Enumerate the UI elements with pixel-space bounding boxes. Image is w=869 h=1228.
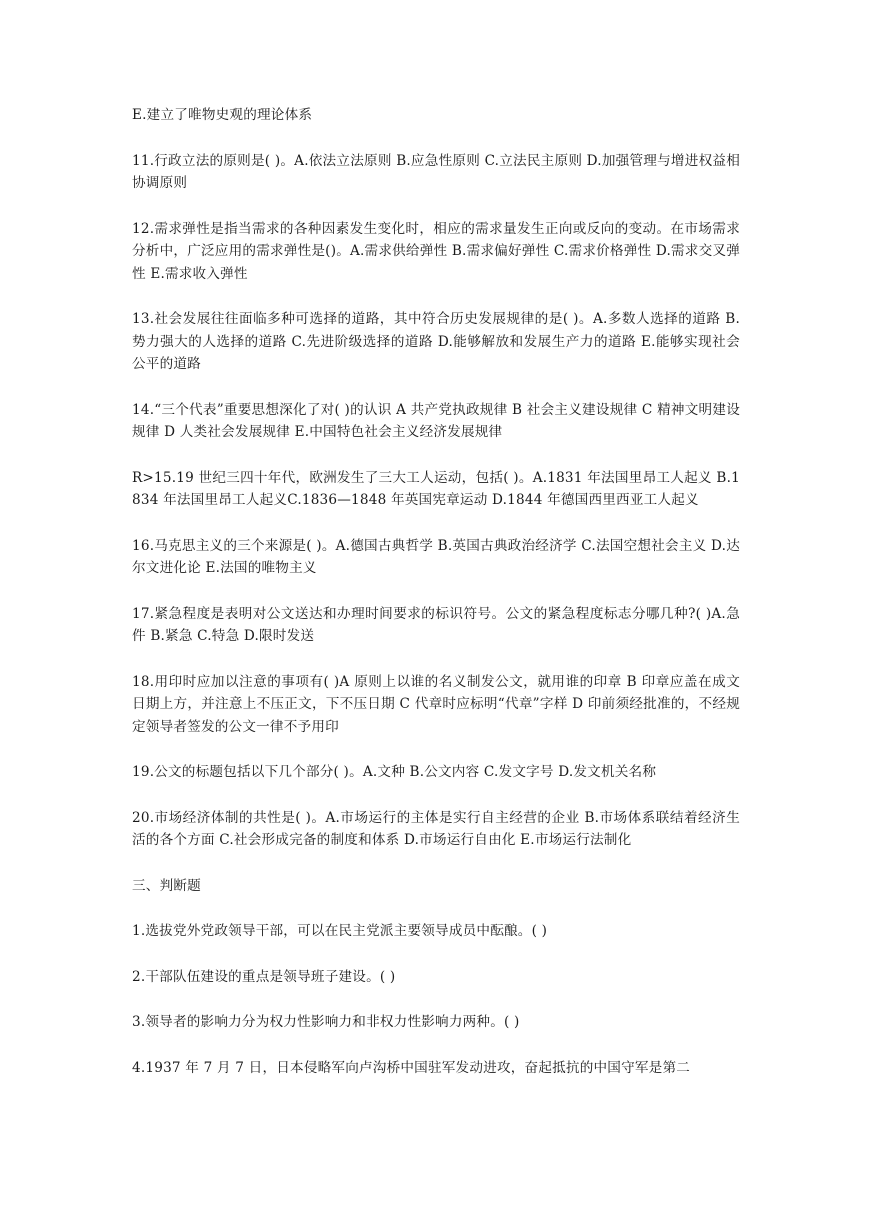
paragraph-question-17: 17.紧急程度是表明对公文送达和办理时间要求的标识符号。公文的紧急程度标志分哪几种?( )A.急件 B.紧急 C.特急 D.限时发送 xyxy=(132,605,740,644)
paragraph-judgement-1: 1.选拔党外党政领导干部，可以在民主党派主要领导成员中酝酿。( ) xyxy=(132,923,548,939)
paragraph-judgement-3: 3.领导者的影响力分为权力性影响力和非权力性影响力两种。( ) xyxy=(132,1014,520,1030)
paragraph-question-19: 19.公文的标题包括以下几个部分( )。A.文种 B.公文内容 C.发文字号 D.发文机关名称 xyxy=(132,764,657,780)
paragraph-judgement-2: 2.干部队伍建设的重点是领导班子建设。( ) xyxy=(132,968,396,985)
paragraph-question-12: 12.需求弹性是指当需求的各种因素发生变化时，相应的需求量发生正向或反向的变动。在市场需求分析中，广泛应用的需求弹性是()。A.需求供给弹性 B.需求偏好弹性 C.需求价格弹性 D.需求交叉弹性 E.需求收入弹性 xyxy=(132,220,740,282)
paragraph-judgement-4: 4.1937 年 7 月 7 日，日本侵略军向卢沟桥中国驻军发动进攻，奋起抵抗的中国守军是第二 xyxy=(132,1059,691,1076)
paragraph-question-15: R>15.19 世纪三四十年代，欧洲发生了三大工人运动，包括( )。A.1831 年法国里昂工人起义 B.1834 年法国里昂工人起义C.1836—1848 年英国宪章运动 D.1844 年德国西里西亚工人起义 xyxy=(132,469,740,508)
paragraph-question-18: 18.用印时应加以注意的事项有( )A 原则上以谁的名义制发公文，就用谁的印章 B 印章应盖在成文日期上方，并注意上不压正文，下不压日期 C 代章时应标明“代章”字样 D 印前须经批准的，不经规定领导者签发的公文一律不予用印 xyxy=(132,673,740,735)
paragraph-question-16: 16.马克思主义的三个来源是( )。A.德国古典哲学 B.英国古典政治经济学 C.法国空想社会主义 D.达尔文进化论 E.法国的唯物主义 xyxy=(132,537,740,576)
paragraph-question-11: 11.行政立法的原则是( )。A.依法立法原则 B.应急性原则 C.立法民主原则 D.加强管理与增进权益相协调原则 xyxy=(132,152,740,191)
document-page xyxy=(132,104,740,1079)
section-heading-judgement: 三、判断题 xyxy=(132,877,201,894)
paragraph-question-20: 20.市场经济体制的共性是( )。A.市场运行的主体是实行自主经营的企业 B.市场体系联结着经济生活的各个方面 C.社会形成完备的制度和体系 D.市场运行自由化 E.市场运行法制化 xyxy=(132,809,740,848)
paragraph-option-e-10: E.建立了唯物史观的理论体系 xyxy=(132,107,313,123)
paragraph-question-13: 13.社会发展往往面临多种可选择的道路，其中符合历史发展规律的是( )。A.多数人选择的道路 B.势力强大的人选择的道路 C.先进阶级选择的道路 D.能够解放和发展生产力的道路 E.能够实现社会公平的道路 xyxy=(132,311,740,372)
paragraph-question-14: 14.“三个代表”重要思想深化了对( )的认识 A 共产党执政规律 B 社会主义建设规律 C 精神文明建设规律 D 人类社会发展规律 E.中国特色社会主义经济发展规律 xyxy=(132,401,740,440)
